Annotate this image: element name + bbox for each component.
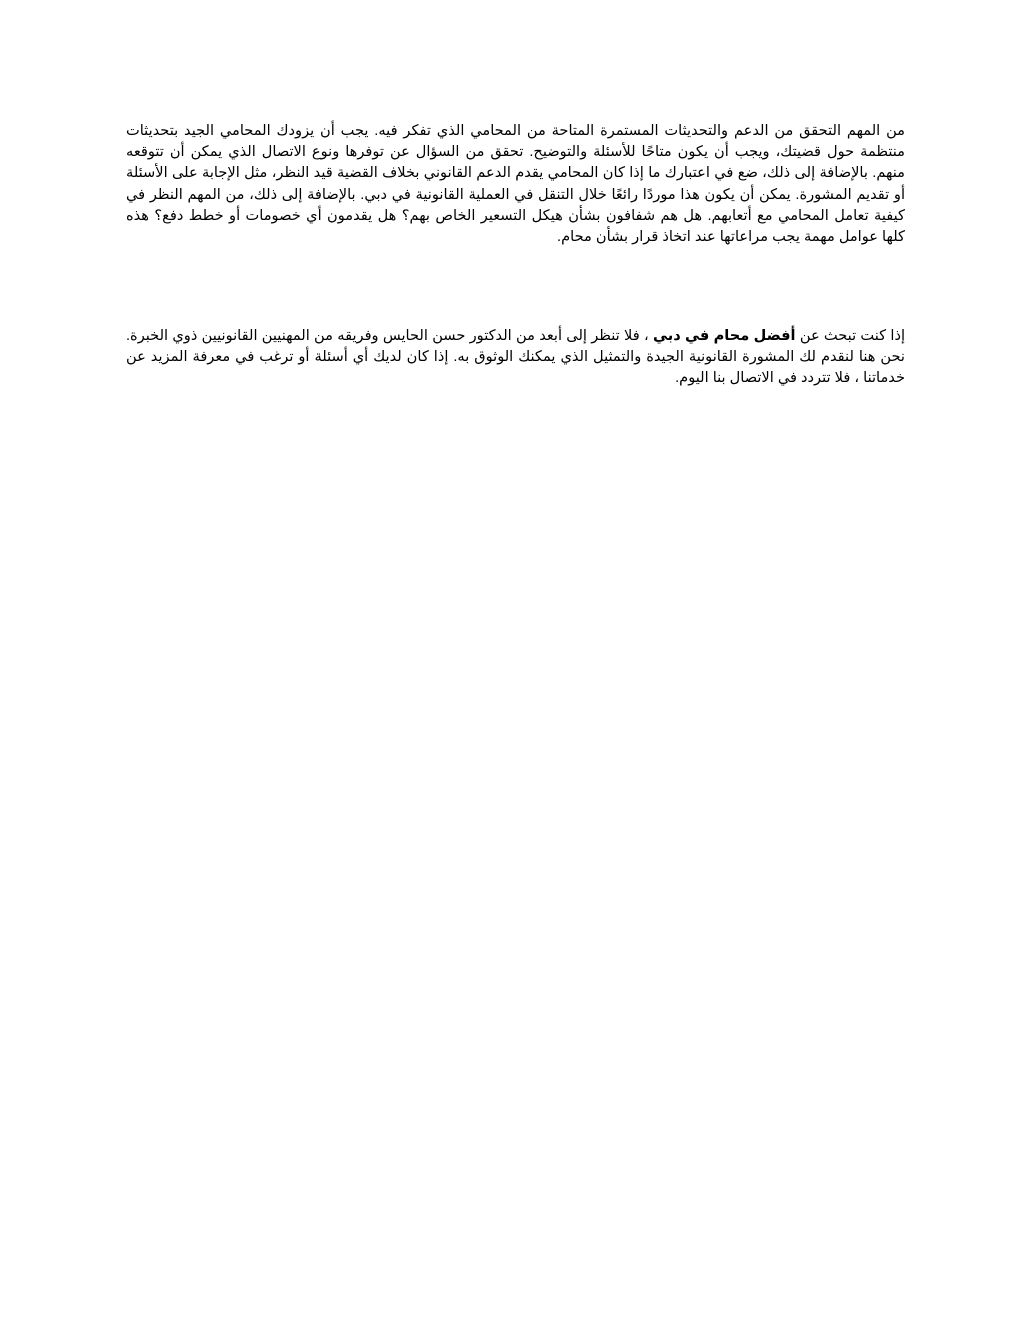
- paragraph-2-intro-text: إذا كنت تبحث عن: [795, 328, 905, 344]
- best-lawyer-dubai-keyword: أفضل محام في دبي: [652, 328, 796, 344]
- paragraph-2-body-text: ، فلا تنظر إلى أبعد من الدكتور حسن الحايس وفريقه من المهنيين القانونيين ذوي الخبرة. نحن هنا لنقدم لك المشورة القانونية الجيدة والتمثيل الذي يمكنك الوثوق به. إذا كان لديك أي أسئلة أو ترغب في معرفة المزيد عن خدماتنا ، فلا تتردد في الاتصال بنا اليوم.: [126, 328, 905, 387]
- paragraph-lawyer-support: من المهم التحقق من الدعم والتحديثات المستمرة المتاحة من المحامي الذي تفكر فيه. يجب أن يزودك المحامي الجيد بتحديثات منتظمة حول قضيتك، ويجب أن يكون متاحًا للأسئلة والتوضيح. تحقق من السؤال عن توفرها ونوع الاتصال الذي يمكن أن تتوقعه منهم. بالإضافة إلى ذلك، ضع في اعتبارك ما إذا كان المحامي يقدم الدعم القانوني بخلاف القضية قيد النظر، مثل الإجابة على الأسئلة أو تقديم المشورة. يمكن أن يكون هذا موردًا رائعًا خلال التنقل في العملية القانونية في دبي. بالإضافة إلى ذلك، من المهم النظر في كيفية تعامل المحامي مع أتعابهم. هل هم شفافون بشأن هيكل التسعير الخاص بهم؟ هل يقدمون أي خصومات أو خطط دفع؟ هذه كلها عوامل مهمة يجب مراعاتها عند اتخاذ قرار بشأن محام.: [126, 123, 905, 246]
- paragraph-best-lawyer-dubai: [126, 326, 905, 390]
